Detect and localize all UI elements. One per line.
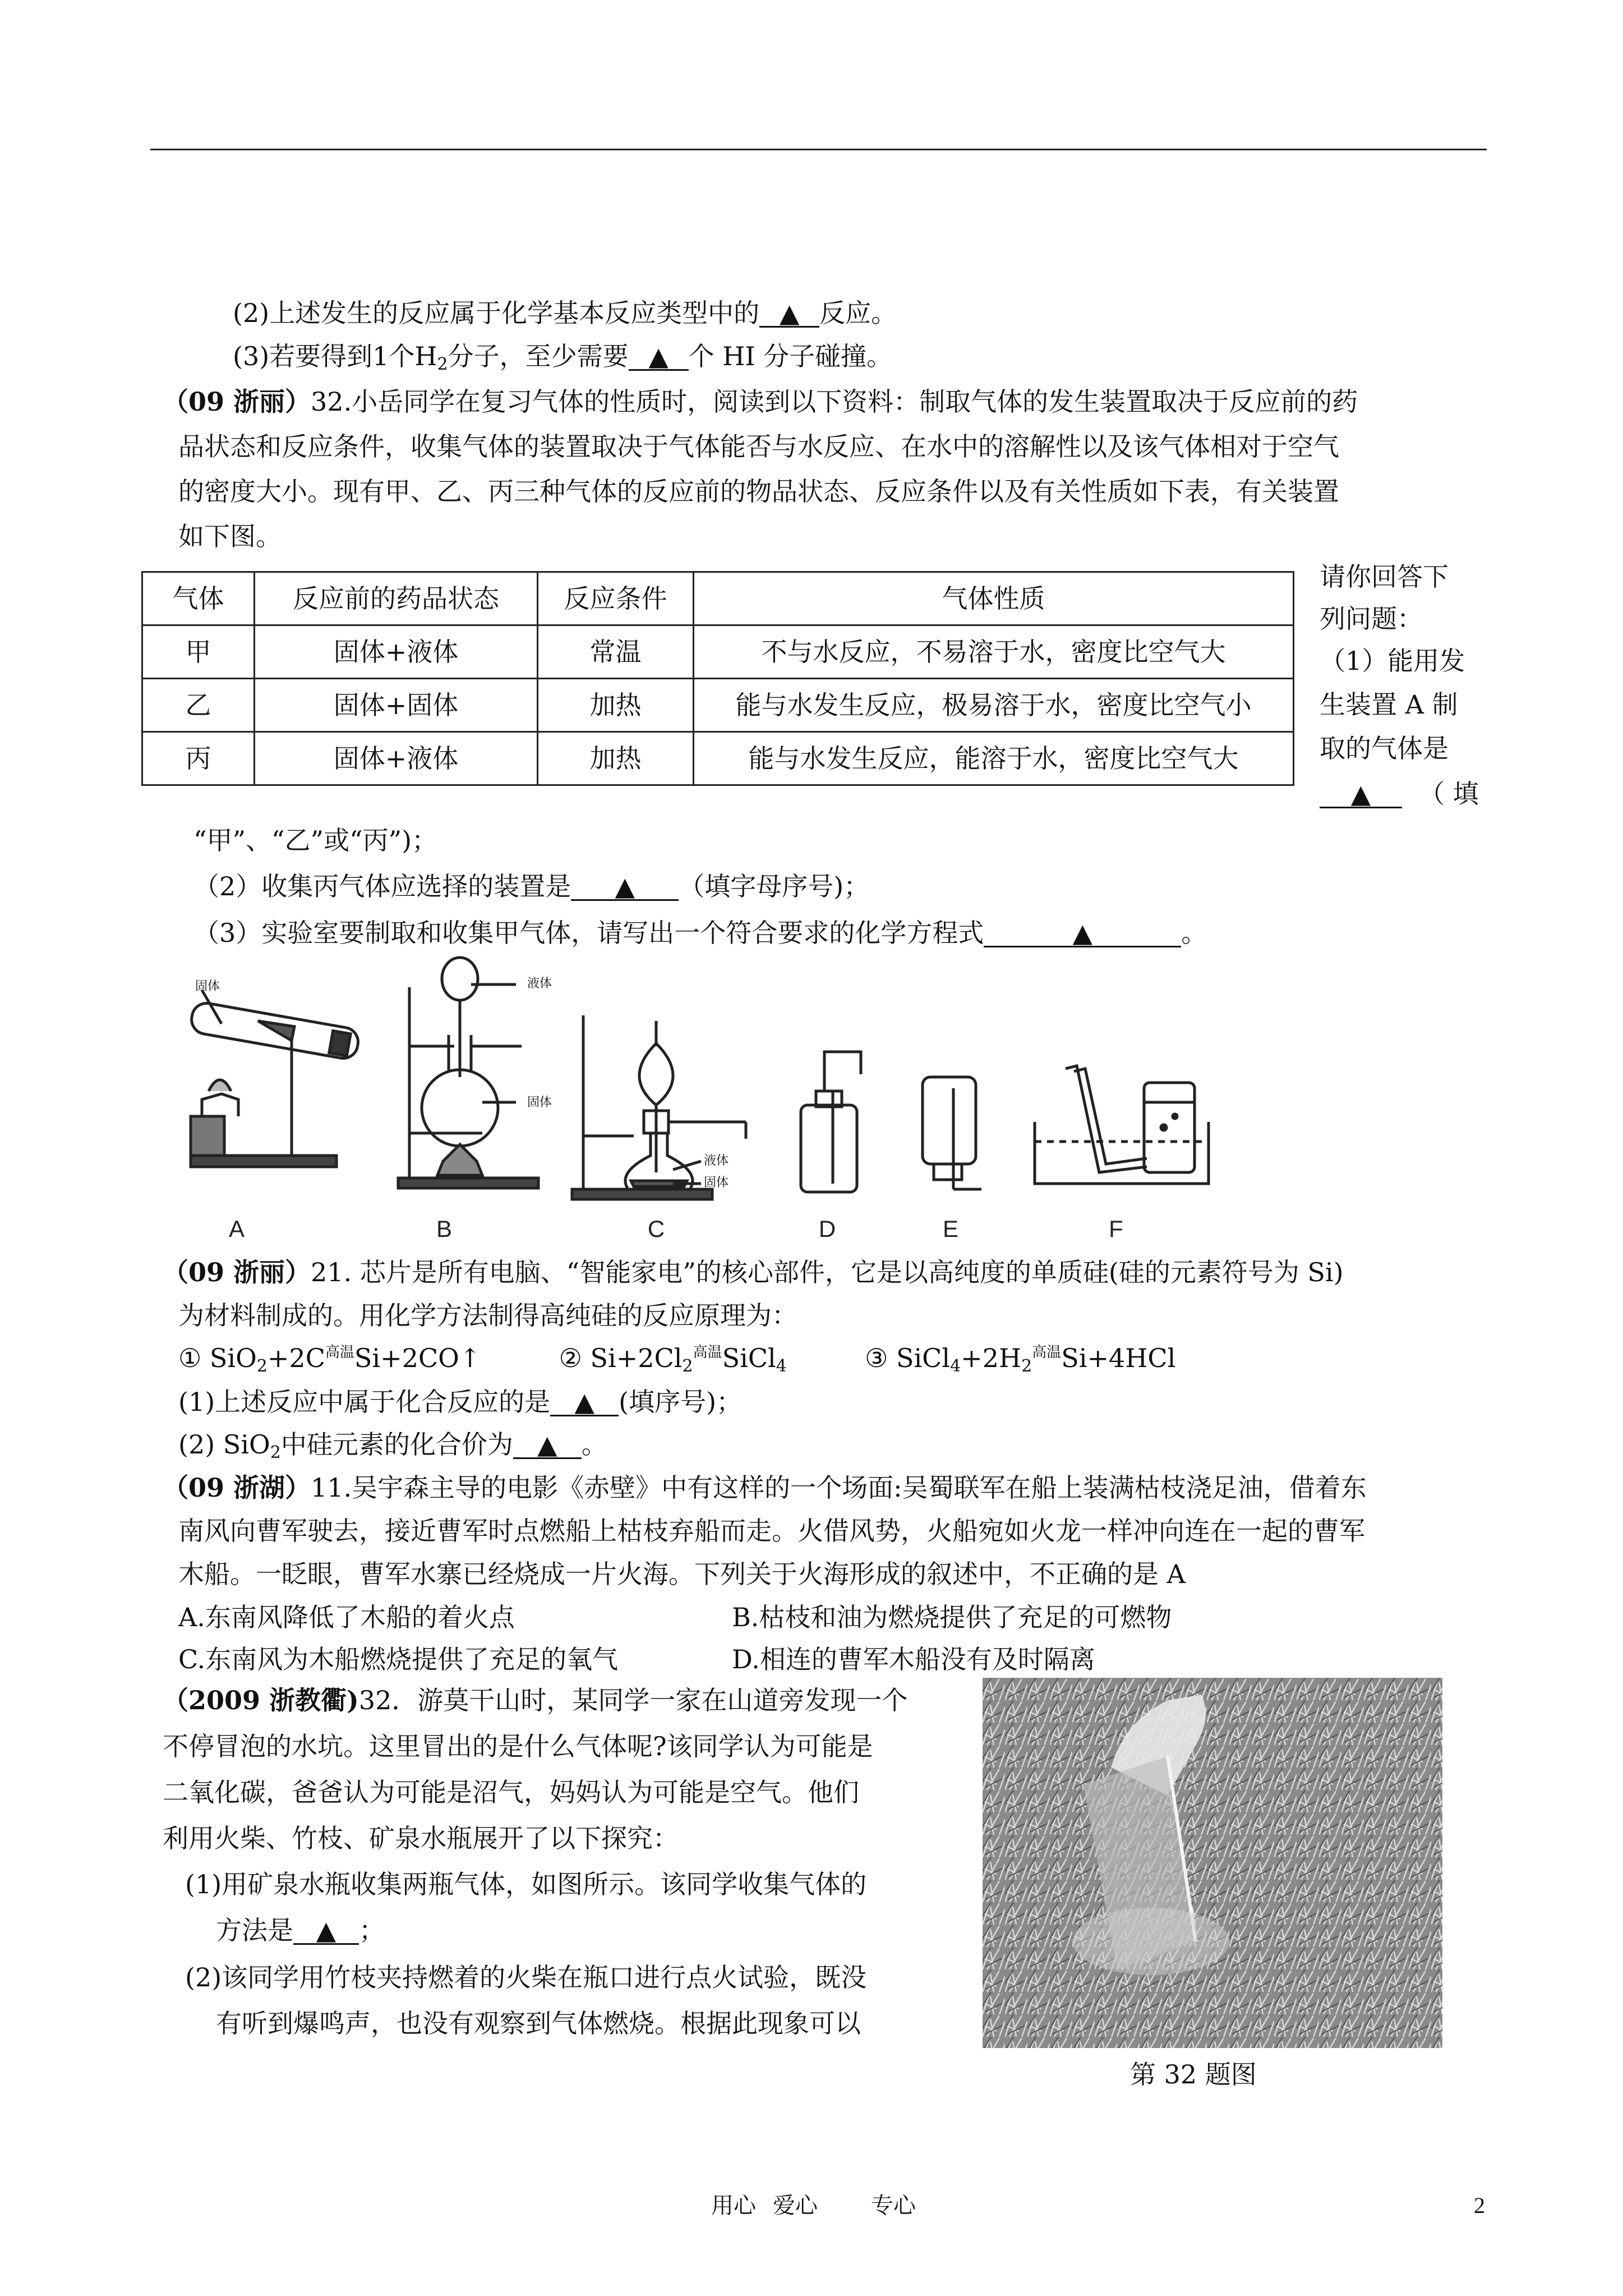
figure-caption: 第 32 题图 bbox=[1130, 2059, 1257, 2090]
subscript: 2 bbox=[437, 355, 448, 374]
q31-part2-text: (2)上述发生的反应属于化学基本反应类型中的 bbox=[233, 298, 760, 328]
q32-intro-text: 32.小岳同学在复习气体的性质时，阅读到以下资料：制取气体的发生装置取决于反应前的药 bbox=[311, 386, 1358, 417]
header-condition: 反应条件 bbox=[538, 572, 694, 625]
q21-line2: 为材料制成的。用化学方法制得高纯硅的反应原理为： bbox=[178, 1300, 797, 1331]
label-liquid-b: 液体 bbox=[527, 977, 552, 991]
source-tag: （2009 浙教衢) bbox=[163, 1685, 359, 1715]
answer-blank[interactable]: ▲ bbox=[571, 873, 679, 901]
q31-part3 bbox=[233, 341, 893, 374]
apparatus-label-f: F bbox=[1109, 1216, 1123, 1242]
label-liquid-c: 液体 bbox=[704, 1154, 729, 1168]
table-cell: 固体+固体 bbox=[255, 679, 538, 732]
q31-part3-text: (3)若要得到1个H bbox=[233, 341, 437, 371]
gas-properties-table bbox=[141, 571, 1294, 786]
q31-part3-mid: 分子，至少需要 bbox=[448, 341, 629, 371]
q32b-line3: 二氧化碳，爸爸认为可能是沼气，妈妈认为可能是空气。他们 bbox=[163, 1777, 859, 1807]
answer-blank[interactable]: ▲ bbox=[1320, 781, 1402, 808]
q32-part2 bbox=[193, 873, 869, 901]
q11-line1 bbox=[163, 1475, 1367, 1501]
subscript: 2 bbox=[270, 1443, 281, 1462]
condition-label: 高温 bbox=[325, 1344, 354, 1361]
table-cell: 能与水发生反应，极易溶于水，密度比空气小 bbox=[694, 679, 1294, 732]
table-cell: 加热 bbox=[538, 679, 694, 732]
eq3: Si+4HCl bbox=[1061, 1343, 1176, 1373]
q32-part2-text: （2）收集丙气体应选择的装置是 bbox=[193, 871, 571, 901]
footer-item: 专心 bbox=[871, 2193, 916, 2218]
table-cell: 加热 bbox=[538, 732, 694, 785]
apparatus-label-e: E bbox=[942, 1216, 959, 1242]
q21-part2-end: 。 bbox=[581, 1429, 607, 1460]
source-tag: （09 浙丽） bbox=[163, 386, 311, 417]
subscript: 2 bbox=[1021, 1356, 1032, 1376]
answer-blank[interactable]: ▲ bbox=[293, 1917, 359, 1945]
q21-part1 bbox=[178, 1389, 742, 1416]
q32b-method bbox=[216, 1917, 385, 1945]
header-properties: 气体性质 bbox=[694, 572, 1294, 625]
q32-part3 bbox=[193, 920, 1207, 947]
q11-line2: 南风向曹军驶去，接近曹军时点燃船上枯枝弃船而走。火借风势，火船宛如火龙一样冲向连在一起的曹军 bbox=[178, 1516, 1365, 1546]
answer-blank[interactable]: ▲ bbox=[984, 920, 1181, 947]
eq1: +2C bbox=[267, 1343, 325, 1373]
q32-cont: “甲”、“乙”或“丙”)； bbox=[193, 825, 438, 855]
q11-text: 11.吴宇森主导的电影《赤壁》中有这样的一个场面:吴蜀联军在船上装满枯枝浇足油，借着东 bbox=[311, 1473, 1367, 1503]
grass-bottle-photo bbox=[983, 1678, 1442, 2048]
apparatus-a bbox=[190, 990, 361, 1167]
q11-line3: 木船。一眨眼，曹军水寨已经烧成一片火海。下列关于火海形成的叙述中，不正确的是 A bbox=[178, 1559, 1186, 1589]
header-state: 反应前的药品状态 bbox=[255, 572, 538, 625]
header-gas: 气体 bbox=[142, 572, 255, 625]
table-header-row bbox=[142, 572, 1294, 625]
eq3: +2H bbox=[961, 1343, 1022, 1373]
footer-item: 爱心 bbox=[773, 2193, 818, 2218]
q32b-method-end: ； bbox=[359, 1915, 385, 1945]
option-d[interactable]: D.相连的曹军木船没有及时隔离 bbox=[732, 1644, 1095, 1674]
table-cell: 甲 bbox=[142, 625, 255, 679]
eq1: ① SiO bbox=[178, 1343, 257, 1373]
apparatus-f bbox=[1035, 1066, 1209, 1184]
apparatus-label-a: A bbox=[228, 1216, 245, 1242]
q32b-line2: 不停冒泡的水坑。这里冒出的是什么气体呢?该同学认为可能是 bbox=[163, 1731, 873, 1761]
side-text-5: 取的气体是 bbox=[1320, 733, 1449, 763]
q32-intro-line4: 如下图。 bbox=[178, 521, 282, 551]
table-cell: 乙 bbox=[142, 679, 255, 732]
header-rule bbox=[150, 149, 1487, 150]
answer-blank[interactable]: ▲ bbox=[629, 343, 689, 371]
option-c[interactable]: C.东南风为木船燃烧提供了充足的氧气 bbox=[178, 1644, 619, 1674]
table-cell: 能与水发生反应，能溶于水，密度比空气大 bbox=[694, 732, 1294, 785]
apparatus-d bbox=[801, 1052, 861, 1192]
q32-intro-line3: 的密度大小。现有甲、乙、丙三种气体的反应前的物品状态、反应条件以及有关性质如下表，有关装置 bbox=[178, 476, 1339, 507]
apparatus-diagram bbox=[168, 948, 1458, 1251]
answer-blank[interactable]: ▲ bbox=[759, 300, 819, 328]
table-cell: 固体+液体 bbox=[255, 732, 538, 785]
table-cell: 丙 bbox=[142, 732, 255, 785]
condition-label: 高温 bbox=[1032, 1344, 1062, 1361]
apparatus-b bbox=[398, 958, 538, 1188]
source-tag: （09 浙湖） bbox=[163, 1473, 311, 1503]
q32b-text: 32．游莫干山时，某同学一家在山道旁发现一个 bbox=[358, 1685, 908, 1715]
table-cell: 常温 bbox=[538, 625, 694, 679]
q32-part3-text: （3）实验室要制取和收集甲气体，请写出一个符合要求的化学方程式 bbox=[193, 918, 984, 948]
apparatus-c bbox=[572, 1015, 746, 1199]
q32b-part2-line2: 有听到爆鸣声，也没有观察到气体燃烧。根据此现象可以 bbox=[216, 2008, 861, 2039]
q21-text: 21. 芯片是所有电脑、“智能家电”的核心部件，它是以高纯度的单质硅(硅的元素符号为 Si) bbox=[311, 1257, 1344, 1287]
subscript: 4 bbox=[776, 1356, 787, 1376]
table-cell: 固体+液体 bbox=[255, 625, 538, 679]
q32b-method-text: 方法是 bbox=[216, 1915, 293, 1945]
apparatus-label-d: D bbox=[818, 1216, 836, 1242]
q32b-line1 bbox=[163, 1687, 907, 1713]
apparatus-e bbox=[923, 1077, 981, 1189]
side-text-2: 列问题： bbox=[1320, 604, 1423, 634]
apparatus-label-b: B bbox=[436, 1216, 453, 1242]
label-solid-b: 固体 bbox=[527, 1096, 552, 1110]
side-text-3: （1）能用发 bbox=[1320, 646, 1465, 676]
q32b-part2-line1: (2)该同学用竹枝夹持燃着的火柴在瓶口进行点火试验，既没 bbox=[185, 1962, 867, 1993]
page-number: 2 bbox=[1474, 2193, 1485, 2218]
q31-part2-end: 反应。 bbox=[819, 298, 897, 328]
eq2: SiCl bbox=[722, 1343, 776, 1373]
apparatus-label-c: C bbox=[647, 1216, 665, 1242]
eq3: ③ SiCl bbox=[865, 1343, 951, 1373]
label-solid-c: 固体 bbox=[704, 1176, 729, 1190]
side-text-end: （ 填 bbox=[1419, 779, 1479, 809]
side-text-6 bbox=[1320, 781, 1479, 808]
q32-intro-line1 bbox=[163, 386, 1358, 417]
q31-part2 bbox=[233, 300, 897, 328]
answer-blank[interactable]: ▲ bbox=[513, 1432, 582, 1459]
q32-intro-line2: 品状态和反应条件，收集气体的装置取决于气体能否与水反应、在水中的溶解性以及该气体相对于空气 bbox=[178, 431, 1339, 462]
table-cell: 不与水反应，不易溶于水，密度比空气大 bbox=[694, 625, 1294, 679]
side-text-4: 生装置 A 制 bbox=[1320, 689, 1458, 720]
option-a[interactable]: A.东南风降低了木船的着火点 bbox=[178, 1602, 515, 1632]
subscript: 2 bbox=[682, 1356, 693, 1376]
q31-part3-end: 个 HI 分子碰撞。 bbox=[688, 341, 893, 371]
table-row bbox=[142, 732, 1294, 785]
q21-part2-mid: 中硅元素的化合价为 bbox=[280, 1429, 513, 1460]
eq2: ② Si+2Cl bbox=[559, 1343, 683, 1373]
label-solid-a: 固体 bbox=[195, 979, 220, 993]
q32-part3-end: 。 bbox=[1181, 918, 1207, 948]
table-row bbox=[142, 679, 1294, 732]
q32b-line5: (1)用矿泉水瓶收集两瓶气体，如图所示。该同学收集气体的 bbox=[185, 1869, 867, 1899]
condition-label: 高温 bbox=[693, 1344, 722, 1361]
q32-part2-end: （填字母序号)； bbox=[679, 871, 870, 901]
footer-item: 用心 bbox=[711, 2193, 756, 2218]
q21-part2-text: (2) SiO bbox=[178, 1429, 270, 1460]
option-b[interactable]: B.枯枝和油为燃烧提供了充足的可燃物 bbox=[732, 1602, 1172, 1632]
q21-part1-text: (1)上述反应中属于化合反应的是 bbox=[178, 1387, 551, 1417]
q21-line1 bbox=[163, 1259, 1344, 1285]
side-text-1: 请你回答下 bbox=[1320, 562, 1449, 592]
table-row bbox=[142, 625, 1294, 679]
answer-blank[interactable]: ▲ bbox=[550, 1389, 619, 1416]
subscript: 4 bbox=[950, 1356, 961, 1376]
q21-part2 bbox=[178, 1429, 607, 1462]
q21-part1-end: (填序号)； bbox=[619, 1387, 743, 1417]
subscript: 2 bbox=[256, 1356, 268, 1376]
source-tag: （09 浙丽） bbox=[163, 1257, 311, 1287]
eq1: Si+2CO↑ bbox=[354, 1343, 481, 1373]
q32b-line4: 利用火柴、竹枝、矿泉水瓶展开了以下探究： bbox=[163, 1823, 679, 1853]
q21-equations bbox=[178, 1343, 1176, 1376]
